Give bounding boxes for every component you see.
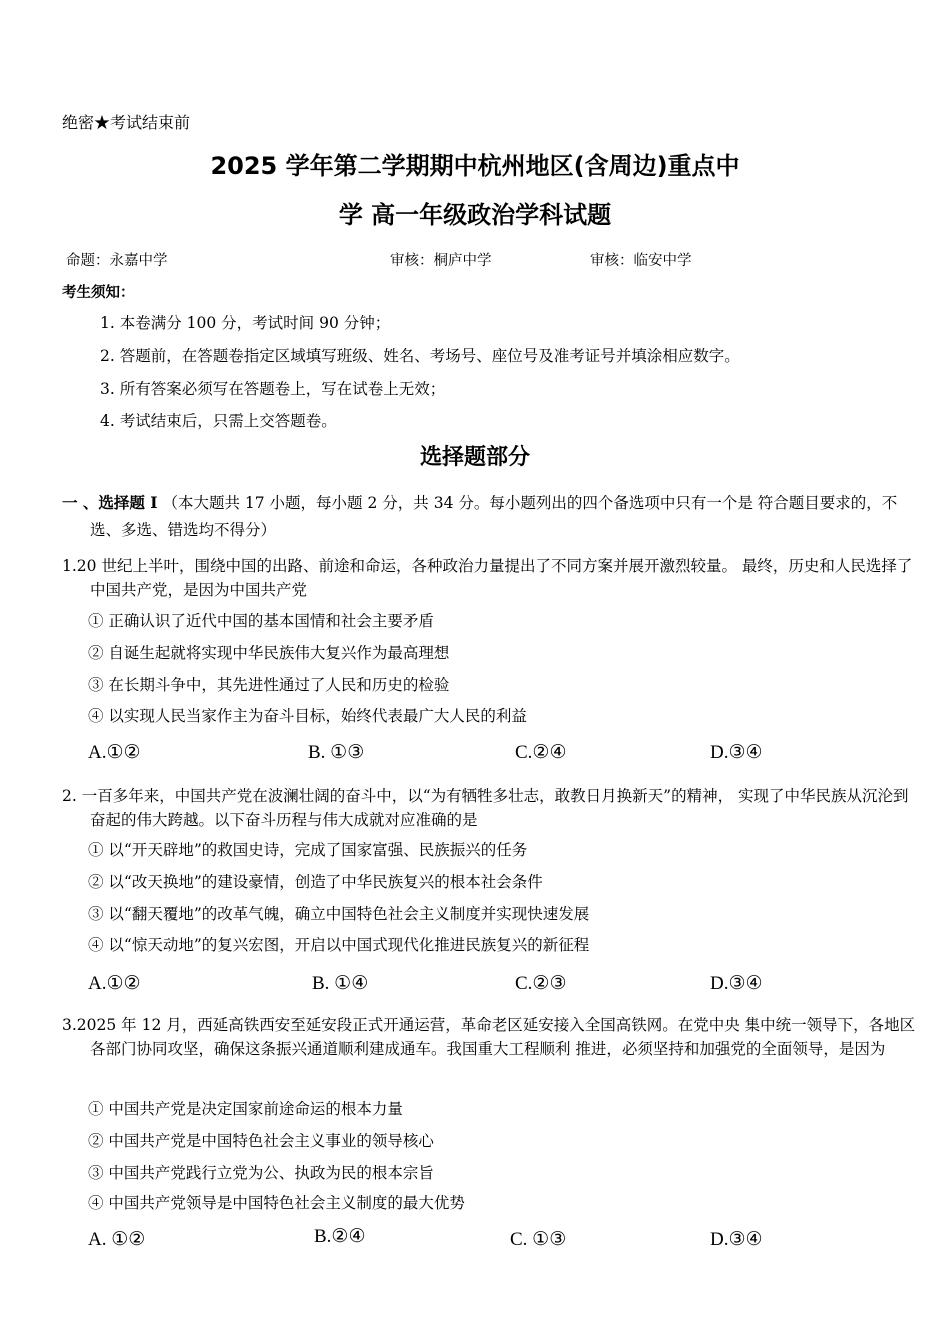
part-label: 一 、选择题 Ⅰ: [62, 493, 158, 512]
notice-item: 3. 所有答案必须写在答题卷上，写在试卷上无效；: [100, 380, 446, 398]
question-statement: ③ 在长期斗争中，其先进性通过了人民和历史的检验: [88, 676, 450, 694]
section-title: 选择题部分: [419, 445, 530, 470]
question-statement: ③ 以“翻天覆地”的改革气魄，确立中国特色社会主义制度并实现快速发展: [88, 905, 590, 923]
answer-choice-c: C.②④: [515, 742, 567, 763]
reviewer-school-2: 审核：临安中学: [590, 253, 692, 269]
part-instructions: [62, 489, 920, 544]
exam-title-line2: 学 高一年级政治学科试题: [338, 201, 612, 229]
question-statement: ② 中国共产党是中国特色社会主义事业的领导核心: [88, 1132, 434, 1150]
question-stem: 2. 一百多年来，中国共产党在波澜壮阔的奋斗中，以“为有牺牲多壮志，敢教日月换新天”的精神， 实现了中华民族从沉沦到奋起的伟大跨越。以下奋斗历程与伟大成就对应准确的是: [62, 787, 909, 829]
notice-item: 1. 本卷满分 100 分，考试时间 90 分钟；: [100, 314, 391, 332]
question-stem: 3.2025 年 12 月，西延高铁西安至延安段正式开通运营，革命老区延安接入全国高铁网。在党中央 集中统一领导下，各地区各部门协同攻坚，确保这条振兴通道顺利建成通车。我国重大工程顺利 推进，必须坚持和加强党的全面领导，是因为: [62, 1016, 916, 1058]
answer-choice-b: B. ①④: [312, 973, 369, 994]
reviewer-school-1: 审核：桐庐中学: [390, 253, 492, 269]
answer-choice-b: B.②④: [314, 1226, 366, 1247]
notice-heading: 考生须知：: [62, 284, 135, 301]
exam-title-line1: 2025 学年第二学期期中杭州地区(含周边)重点中: [210, 152, 740, 180]
confidential-mark: 绝密★考试结束前: [62, 113, 191, 132]
part-description: （本大题共 17 小题，每小题 2 分，共 34 分。每小题列出的四个备选项中只有一个是 符合题目要求的，不选、多选、错选均不得分）: [90, 494, 898, 539]
question-statement: ① 中国共产党是决定国家前途命运的根本力量: [88, 1100, 403, 1118]
answer-choice-a: A.①②: [88, 973, 141, 994]
question-statement: ③ 中国共产党践行立党为公、执政为民的根本宗旨: [88, 1164, 434, 1182]
question-statement: ② 自诞生起就将实现中华民族伟大复兴作为最高理想: [88, 644, 450, 662]
question-statement: ① 正确认识了近代中国的基本国情和社会主要矛盾: [88, 612, 434, 630]
question-statement: ④ 中国共产党领导是中国特色社会主义制度的最大优势: [88, 1194, 465, 1212]
answer-choice-d: D.③④: [710, 1229, 763, 1250]
question-stem: 1.20 世纪上半叶，围绕中国的出路、前途和命运，各种政治力量提出了不同方案并展开激烈较量。 最终，历史和人民选择了中国共产党，是因为中国共产党: [62, 557, 913, 599]
question-statement: ② 以“改天换地”的建设豪情，创造了中华民族复兴的根本社会条件: [88, 873, 543, 891]
answer-choice-d: D.③④: [710, 742, 763, 763]
notice-item: 4. 考试结束后，只需上交答题卷。: [100, 412, 337, 430]
answer-choice-b: B. ①③: [308, 742, 365, 763]
question-statement: ④ 以“惊天动地”的复兴宏图，开启以中国式现代化推进民族复兴的新征程: [88, 936, 590, 954]
setter-school: 命题：永嘉中学: [66, 253, 168, 269]
answer-choice-a: A. ①②: [88, 1229, 146, 1250]
answer-choice-c: C. ①③: [510, 1229, 567, 1250]
answer-choice-a: A.①②: [88, 742, 141, 763]
answer-choice-d: D.③④: [710, 973, 763, 994]
answer-choice-c: C.②③: [515, 973, 567, 994]
notice-item: 2. 答题前，在答题卷指定区域填写班级、姓名、考场号、座位号及准考证号并填涂相应数字。: [100, 347, 740, 365]
question-statement: ④ 以实现人民当家作主为奋斗目标，始终代表最广大人民的利益: [88, 707, 527, 725]
question-statement: ① 以“开天辟地”的救国史诗，完成了国家富强、民族振兴的任务: [88, 841, 528, 859]
